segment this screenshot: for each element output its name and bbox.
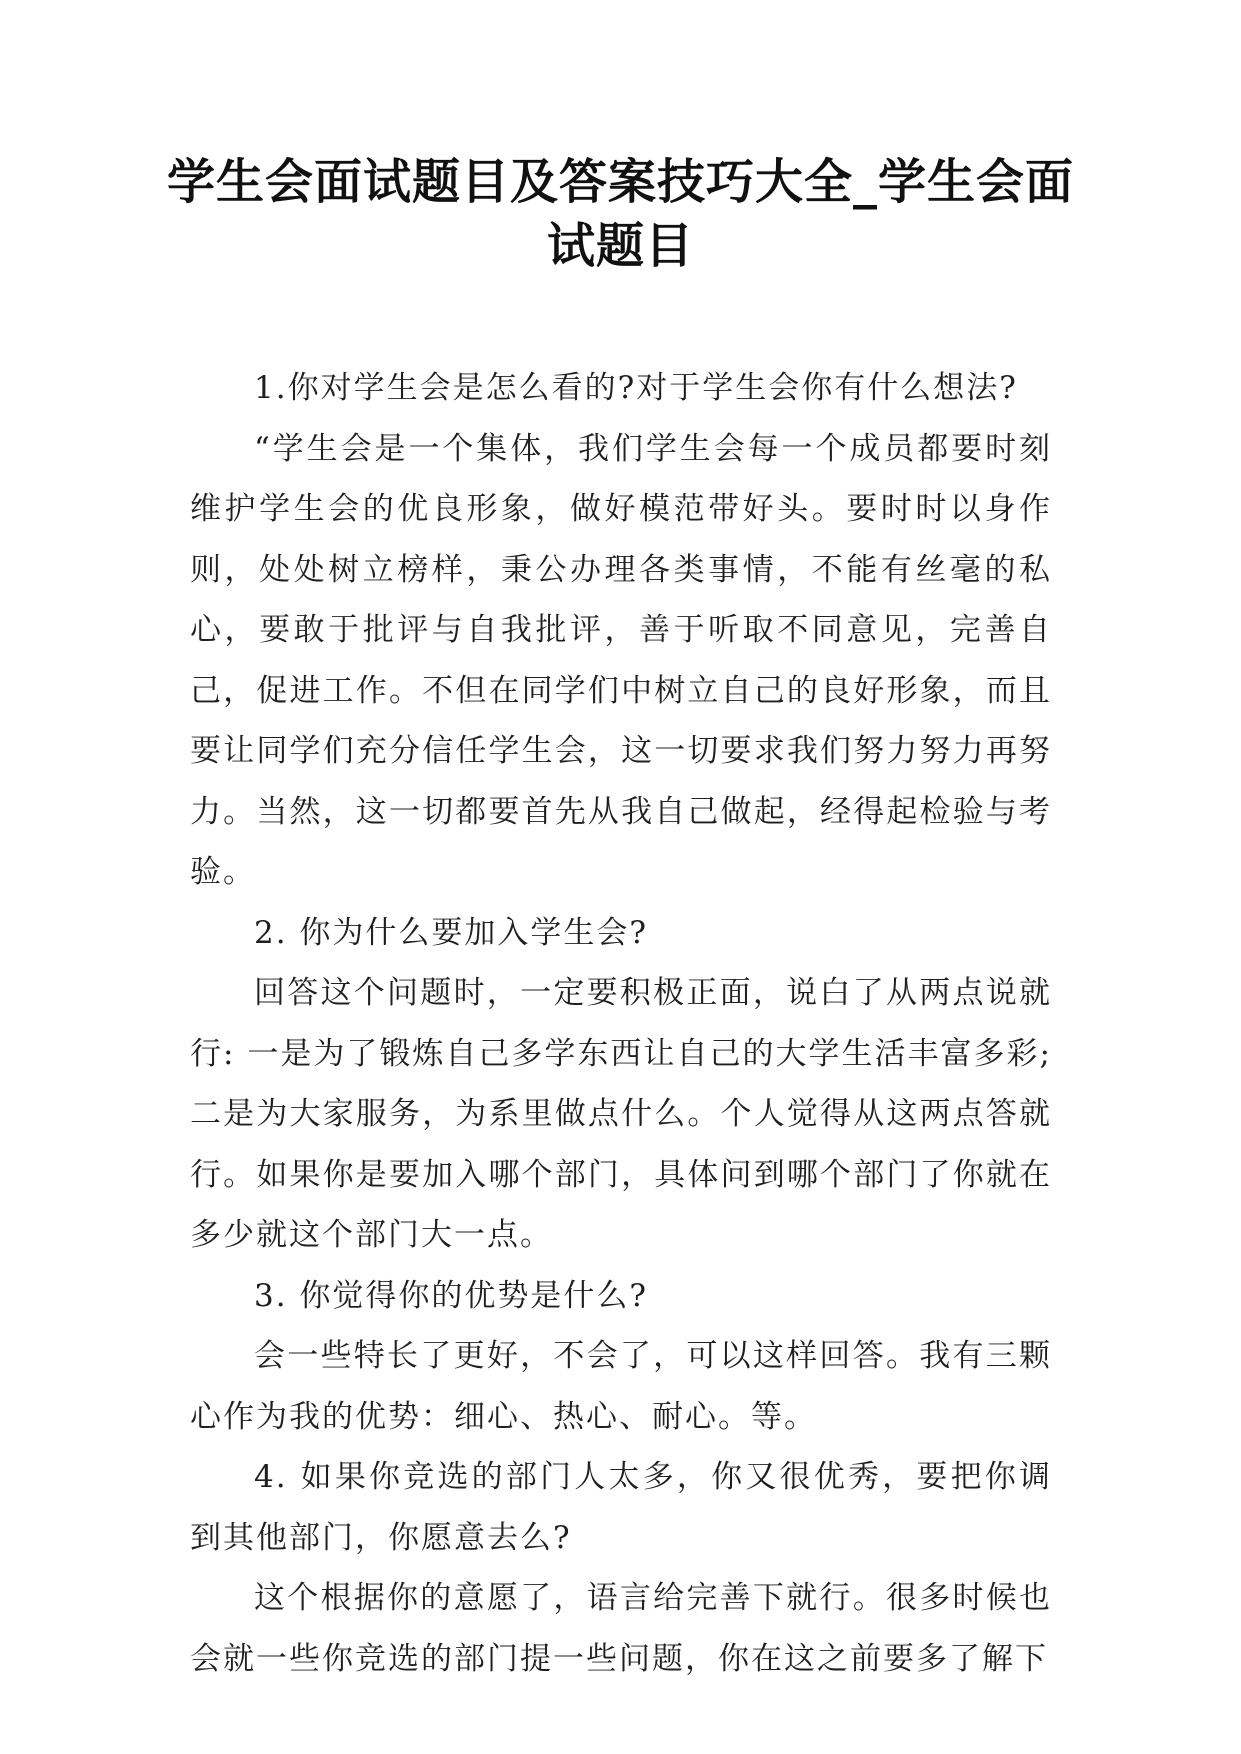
answer-4: 这个根据你的意愿了，语言给完善下就行。很多时候也会就一些你竞选的部门提一些问题，你在这之前要多了解下 <box>190 1580 1052 1677</box>
answer-1: “学生会是一个集体，我们学生会每一个成员都要时刻维护学生会的优良形象，做好模范带好头。要时时以身作则，处处树立榜样，秉公办理各类事情，不能有丝毫的私心，要敢于批评与自我批评，善于听取不同意见，完善自己，促进工作。不但在同学们中树立自己的良好形象，而且要让同学们充分信任学生会，这一切要求我们努力努力再努力。当然，这一切都要首先从我自己做起，经得起检验与考验。 <box>190 430 1052 890</box>
question-1: 1.你对学生会是怎么看的?对于学生会你有什么想法? <box>254 370 1018 406</box>
document-body <box>190 358 1052 1689</box>
answer-3: 会一些特长了更好，不会了，可以这样回答。我有三颗心作为我的优势：细心、热心、耐心。等。 <box>190 1338 1052 1435</box>
question-3: 3. 你觉得你的优势是什么? <box>254 1277 649 1314</box>
question-2: 2. 你为什么要加入学生会? <box>254 914 649 951</box>
document-title: 学生会面试题目及答案技巧大全_学生会面试题目 <box>166 154 1074 274</box>
answer-2: 回答这个问题时，一定要积极正面，说白了从两点说就行: 一是为了锻炼自己多学东西让自己的大学生活丰富多彩; 二是为大家服务，为系里做点什么。个人觉得从这两点答就行。如果你是要加入哪个部门，具体问到哪个部门了你就在多少就这个部门大一点。 <box>190 975 1052 1253</box>
question-4: 4. 如果你竞选的部门人太多，你又很优秀，要把你调到其他部门，你愿意去么? <box>190 1459 1052 1556</box>
